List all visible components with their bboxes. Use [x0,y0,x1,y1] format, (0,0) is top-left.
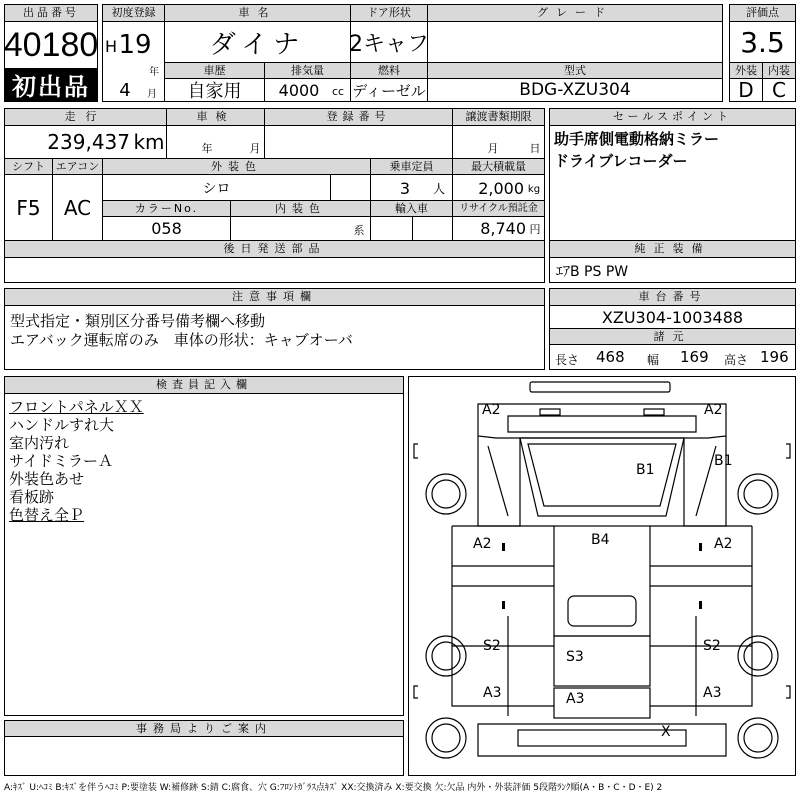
length-label: 長さ [555,353,580,367]
interior-grade-label: 内装 [763,63,795,79]
door-type-label: ドア形状 [351,5,427,22]
equipment-value: ｴｱB PS PW [556,264,629,280]
shift-value: F5 [16,196,41,220]
damage-mark-s2-left: S2 [483,638,501,654]
door-type: 2キャフ [349,31,429,57]
model-value: BDG-XZU304 [519,80,631,100]
office-label: 事務局よりご案内 [5,721,403,737]
fuel-value: ディーゼル [352,81,426,100]
height-value: 196 [760,348,789,366]
first-reg-month-unit: 月 [147,88,157,100]
import-label: 輸入車 [371,201,452,217]
inspector-line-3: 室内汚れ [9,434,70,452]
length-value: 468 [596,348,625,366]
damage-mark-a2-mid-left: A2 [473,536,492,552]
damage-mark-a2-mid-right: A2 [714,536,733,552]
max-load-label: 最大積載量 [453,159,544,175]
chassis-label: 車台番号 [550,289,795,306]
first-reg-label: 初度登録 [103,5,164,22]
capacity-label: 乗車定員 [371,159,452,175]
inspector-line-1: フロントパネルＸＸ [9,398,144,416]
mileage-label: 走行 [5,109,166,126]
recycle-fee: 8,740 [480,219,526,238]
car-name: ダイナ [209,29,306,60]
exterior-grade: D [738,78,754,102]
color-no-label: カラーNo. [103,201,230,217]
truck-diagram [408,376,796,776]
damage-mark-a2-top-right: A2 [704,402,723,418]
first-reg-era: H [104,36,118,56]
inspector-line-6: 看板跡 [9,488,55,506]
ac-value: AC [63,196,92,220]
grade-value [428,22,722,62]
inspector-line-2: ハンドルすれ大 [9,416,115,434]
height-label: 高さ [724,353,749,367]
color-no-value: 058 [151,219,182,238]
first-reg-year: 19 [118,30,152,60]
damage-mark-b4-roof: B4 [591,532,610,548]
width-value: 169 [680,348,709,366]
inspector-line-7: 色替え全Ｐ [9,506,85,524]
lot-number: 40180 [3,25,99,64]
notes-line-1: 型式指定・類別区分番号備考欄へ移動 [10,312,266,330]
first-listing-badge: 初出品 [5,68,97,101]
reg-number-value [265,126,452,158]
notes-label: 注意事項欄 [5,289,544,306]
sales-point-line-1: 助手席側電動格納ミラー [554,130,720,148]
sales-point-line-2: ドライブレコーダー [554,152,688,170]
later-parts-label: 後日発送部品 [5,241,544,258]
first-reg-month: 4 [119,79,131,101]
interior-color-label: 内装色 [231,201,370,217]
damage-mark-s3-bed: S3 [566,649,584,665]
max-load-value: 2,000 [478,178,524,198]
damage-mark-b1-right: B1 [714,453,733,469]
damage-mark-a3-left: A3 [483,685,502,701]
interior-grade: C [772,78,786,102]
legend-text: A:ｷｽﾞ U:ﾍｺﾐ B:ｷｽﾞを伴うﾍｺﾐ P:要塗装 W:補修跡 S:錆 C:腐食、穴 G:ﾌﾛﾝﾄｶﾞﾗｽ点ｷｽﾞ XX:交換済み X:要交換 欠:欠品 内外・外装評価 5段階ﾗﾝｸ順(A・B・C・D・E) 2 [4,783,663,793]
inspection-label: 車検 [167,109,264,126]
inspector-label: 検査員記入欄 [5,377,403,394]
damage-mark-s2-right: S2 [703,638,721,654]
transfer-day-unit: 日 [529,142,541,155]
score-label: 評価点 [730,5,795,22]
interior-color-unit: 系 [353,224,365,237]
lot-number-label: 出品番号 [5,5,97,22]
exterior-grade-label: 外装 [730,63,762,79]
model-label: 型式 [428,63,722,79]
displacement-unit: cc [331,84,345,98]
displacement-value: 4000 [278,80,320,100]
inspection-month-unit: 月 [249,142,261,155]
inspection-year-unit: 年 [201,142,213,155]
inspector-line-5: 外装色あせ [9,470,85,488]
inspector-line-4: サイドミラーＡ [9,452,113,470]
first-reg-year-unit: 年 [149,66,159,78]
damage-mark-x-rear: X [661,724,671,740]
notes-line-2: エアバック運転席のみ 車体の形状：キャブオーバ [10,331,353,349]
color-label: 外装色 [103,159,370,175]
recycle-unit: 円 [529,223,541,236]
damage-mark-a3-right: A3 [703,685,722,701]
mileage-value: 239,437 [47,130,130,154]
capacity-value: 3 [399,178,411,198]
mileage-unit: km [133,130,165,154]
capacity-unit: 人 [432,181,445,196]
displacement-label: 排気量 [265,63,350,79]
car-name-label: 車名 [165,5,350,22]
recycle-label: リサイクル預託金 [453,201,544,217]
chassis-number: XZU304-1003488 [601,307,744,327]
equipment-label: 純正装備 [550,241,795,258]
sales-point-label: セールスポイント [550,109,795,126]
history-label: 車歴 [165,63,264,79]
grade-label: グレード [428,5,722,22]
transfer-deadline-label: 譲渡書類期限 [453,109,544,126]
transfer-month-unit: 月 [487,142,499,155]
max-load-unit: kg [527,183,541,195]
spec-label: 諸元 [550,329,795,345]
color-value: シロ [202,181,231,197]
reg-number-label: 登録番号 [265,109,452,126]
width-label: 幅 [647,353,660,367]
fuel-label: 燃料 [351,63,427,79]
history-value: 自家用 [187,81,242,102]
score-value: 3.5 [740,25,785,59]
damage-mark-b1-windshield: B1 [636,462,655,478]
ac-label: エアコン [53,159,102,175]
shift-label: シフト [5,159,52,175]
damage-mark-a2-top-left: A2 [482,402,501,418]
damage-mark-a3-center: A3 [566,691,585,707]
